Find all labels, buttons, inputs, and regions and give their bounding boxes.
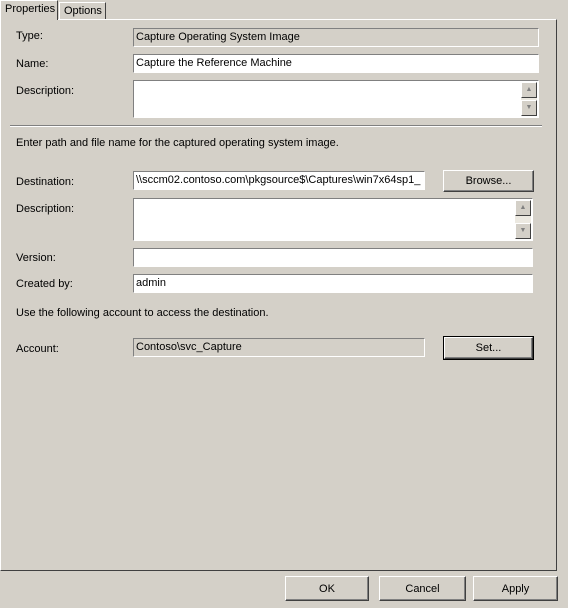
capture-description-input[interactable] bbox=[133, 198, 533, 241]
apply-button[interactable]: Apply bbox=[473, 576, 558, 601]
version-label: Version: bbox=[16, 252, 56, 264]
created-by-label: Created by: bbox=[16, 278, 73, 290]
capture-description-scrollbar[interactable] bbox=[515, 200, 531, 239]
account-field: Contoso\svc_Capture bbox=[133, 338, 425, 357]
scroll-down-icon[interactable]: ▼ bbox=[521, 100, 537, 116]
capture-instruction: Enter path and file name for the captured operating system image. bbox=[16, 137, 339, 149]
cancel-button[interactable]: Cancel bbox=[379, 576, 466, 601]
section-divider bbox=[10, 125, 542, 127]
scroll-up-icon[interactable]: ▲ bbox=[521, 82, 537, 98]
type-label: Type: bbox=[16, 30, 43, 42]
description-input[interactable] bbox=[133, 80, 539, 118]
browse-button[interactable]: Browse... bbox=[443, 170, 534, 192]
scroll-up-icon[interactable]: ▲ bbox=[515, 200, 531, 216]
capture-description-label: Description: bbox=[16, 203, 75, 215]
account-instruction: Use the following account to access the destination. bbox=[16, 307, 269, 319]
version-input[interactable] bbox=[133, 248, 533, 267]
name-label: Name: bbox=[16, 58, 49, 70]
scroll-down-icon[interactable]: ▼ bbox=[515, 223, 531, 239]
destination-label: Destination: bbox=[16, 176, 75, 188]
tab-options-label: Options bbox=[64, 5, 102, 17]
name-input[interactable]: Capture the Reference Machine bbox=[133, 54, 539, 73]
description-label: Description: bbox=[16, 85, 75, 97]
set-account-button[interactable]: Set... bbox=[444, 337, 533, 359]
account-label: Account: bbox=[16, 343, 59, 355]
created-by-input[interactable]: admin bbox=[133, 274, 533, 293]
destination-input[interactable]: \\sccm02.contoso.com\pkgsource$\Captures\win7x64sp1_ bbox=[133, 171, 425, 190]
type-field: Capture Operating System Image bbox=[133, 28, 539, 47]
tab-properties-label: Properties bbox=[5, 3, 56, 15]
description-scrollbar[interactable] bbox=[521, 82, 537, 116]
ok-button[interactable]: OK bbox=[285, 576, 369, 601]
